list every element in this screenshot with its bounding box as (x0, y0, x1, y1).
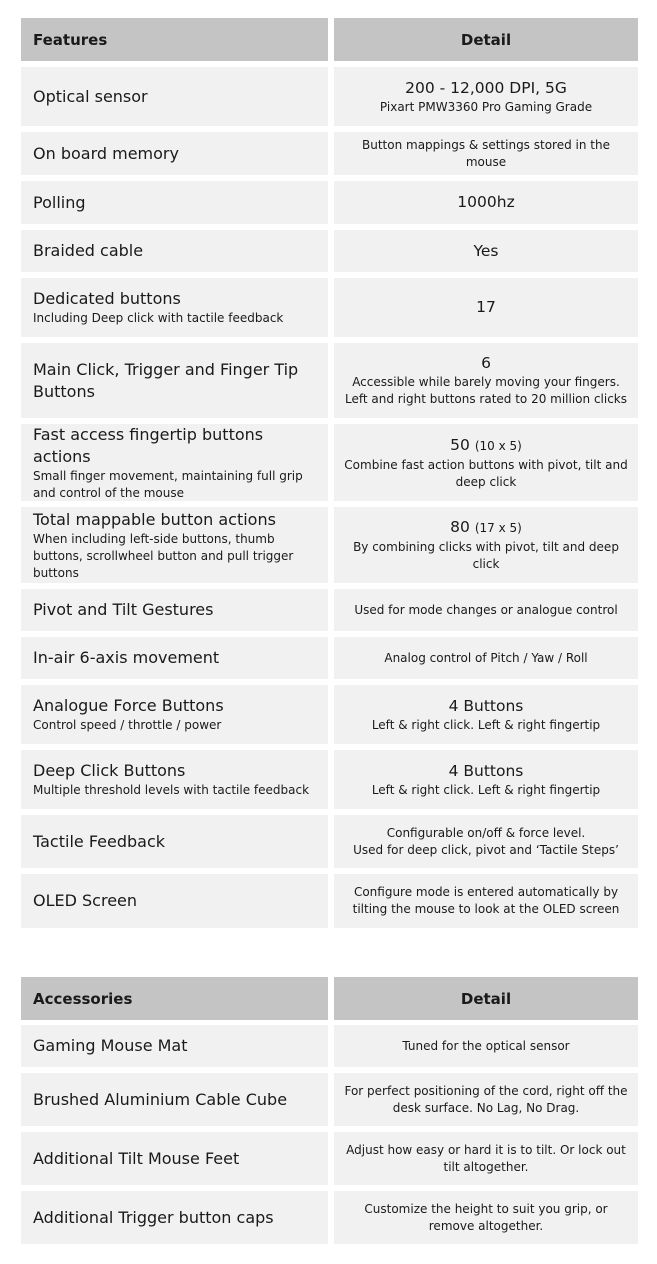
feature-row (21, 181, 638, 224)
feature-detail-cell (334, 637, 638, 679)
feature-detail-text: Used for mode changes or analogue control (354, 602, 618, 617)
feature-detail-text: Accessible while barely moving your fingers. Left and right buttons rated to 20 million clicks (344, 375, 628, 406)
feature-detail-text: Configurable on/off & force level. Used for deep click, pivot and ‘Tactile Steps’ (353, 825, 619, 857)
feature-name: Main Click, Trigger and Finger Tip Buttons (33, 359, 299, 401)
feature-name-cell (21, 637, 328, 679)
feature-subtext: Control speed / throttle / power (33, 718, 222, 732)
feature-detail-cell (334, 343, 638, 418)
feature-row (21, 278, 638, 337)
feature-name: Polling (33, 192, 86, 212)
feature-name-cell (21, 424, 328, 501)
feature-detail-cell (334, 685, 638, 744)
feature-name-cell (21, 815, 328, 868)
accessory-name-cell (21, 1025, 328, 1067)
feature-name-cell (21, 874, 328, 928)
feature-name-cell (21, 589, 328, 631)
accessory-detail-text: Adjust how easy or hard it is to tilt. Or lock out tilt altogether. (346, 1142, 626, 1174)
feature-detail-cell (334, 67, 638, 126)
feature-value-suffix: (17 x 5) (474, 521, 522, 535)
feature-value (450, 517, 522, 539)
features-header-row (21, 18, 638, 61)
feature-row (21, 67, 638, 126)
detail-header-cell: Detail (334, 977, 638, 1020)
feature-row (21, 750, 638, 809)
feature-row (21, 589, 638, 631)
accessories-header-cell: Accessories (21, 977, 328, 1020)
accessory-detail-text: Customize the height to suit you grip, or remove altogether. (364, 1201, 608, 1233)
features-header-cell: Features (21, 18, 328, 61)
accessory-row (21, 1132, 638, 1185)
feature-detail-text: Left & right click. Left & right fingertip (371, 717, 601, 732)
accessories-header-row (21, 977, 638, 1020)
accessory-row (21, 1025, 638, 1067)
feature-value (450, 435, 522, 457)
feature-detail-cell (334, 874, 638, 928)
feature-detail-text: By combining clicks with pivot, tilt and deep click (353, 540, 619, 571)
feature-row (21, 132, 638, 175)
accessory-name-cell (21, 1132, 328, 1185)
feature-subtext: Including Deep click with tactile feedback (33, 311, 284, 325)
feature-name: Dedicated buttons (33, 289, 181, 308)
feature-value (405, 78, 567, 99)
detail-header-cell: Detail (334, 18, 638, 61)
feature-value-text: 4 Buttons (448, 761, 524, 780)
feature-name: Fast access fingertip buttons actions (33, 424, 264, 466)
feature-value-text: 17 (476, 298, 496, 316)
feature-subtext: Small finger movement, maintaining full grip and control of the mouse (33, 468, 303, 500)
feature-row (21, 637, 638, 679)
accessory-name-cell (21, 1073, 328, 1126)
feature-value (481, 353, 491, 374)
feature-name: Deep Click Buttons (33, 761, 186, 780)
feature-name-cell (21, 507, 328, 583)
feature-detail-cell (334, 132, 638, 175)
feature-row (21, 685, 638, 744)
feature-name-cell (21, 230, 328, 272)
accessory-name: Gaming Mouse Mat (33, 1036, 188, 1055)
feature-detail-cell (334, 181, 638, 224)
feature-value (476, 297, 496, 318)
feature-row (21, 874, 638, 928)
feature-value-text: 80 (450, 518, 470, 536)
feature-detail-cell (334, 589, 638, 631)
feature-name-cell (21, 132, 328, 175)
feature-detail-cell (334, 507, 638, 583)
accessory-name-cell (21, 1191, 328, 1244)
feature-value-text: 6 (481, 354, 491, 372)
feature-name: Total mappable button actions (33, 509, 276, 529)
feature-name: In-air 6-axis movement (33, 648, 220, 667)
feature-row (21, 230, 638, 272)
feature-name-cell (21, 343, 328, 418)
feature-detail-cell (334, 815, 638, 868)
feature-detail-text: Left & right click. Left & right fingertip (371, 782, 601, 797)
feature-name: Analogue Force Buttons (33, 696, 224, 715)
feature-value (473, 241, 498, 262)
feature-detail-cell (334, 424, 638, 501)
feature-detail-text: Button mappings & settings stored in the mouse (362, 137, 610, 169)
accessory-detail-text: Tuned for the optical sensor (402, 1038, 570, 1053)
feature-row (21, 815, 638, 868)
feature-value-text: Yes (473, 241, 499, 260)
feature-row (21, 343, 638, 418)
feature-subtext: Multiple threshold levels with tactile feedback (33, 783, 310, 797)
feature-detail-text: Combine fast action buttons with pivot, tilt and deep click (344, 457, 628, 489)
accessory-row (21, 1073, 638, 1126)
feature-value-text: 1000hz (457, 193, 515, 211)
feature-detail-cell (334, 278, 638, 337)
feature-value-text: 200 - 12,000 DPI, 5G (405, 78, 567, 97)
feature-value (449, 696, 524, 717)
feature-name-cell (21, 181, 328, 224)
accessory-detail-cell (334, 1191, 638, 1244)
feature-row (21, 507, 638, 583)
accessory-row (21, 1191, 638, 1244)
accessory-detail-text: For perfect positioning of the cord, right off the desk surface. No Lag, No Drag. (344, 1083, 628, 1115)
feature-value (457, 192, 514, 213)
feature-name: On board memory (33, 143, 179, 163)
feature-name-cell (21, 750, 328, 809)
feature-name: Optical sensor (33, 86, 148, 106)
feature-detail-text: Configure mode is entered automatically by tilting the mouse to look at the OLED screen (352, 885, 620, 916)
accessory-name: Brushed Aluminium Cable Cube (33, 1089, 288, 1109)
feature-name-cell (21, 67, 328, 126)
feature-value-text: 50 (450, 435, 470, 454)
accessory-name: Additional Trigger button caps (33, 1207, 274, 1227)
feature-name: Pivot and Tilt Gestures (33, 600, 214, 619)
feature-detail-cell (334, 750, 638, 809)
feature-name: Braided cable (33, 241, 144, 260)
feature-detail-cell (334, 230, 638, 272)
feature-detail-text: Pixart PMW3360 Pro Gaming Grade (379, 99, 593, 114)
feature-value (449, 761, 524, 782)
accessory-detail-cell (334, 1025, 638, 1067)
feature-value-suffix: (10 x 5) (474, 438, 522, 453)
feature-name: Tactile Feedback (33, 831, 166, 851)
accessory-detail-cell (334, 1132, 638, 1185)
accessory-detail-cell (334, 1073, 638, 1126)
feature-name-cell (21, 278, 328, 337)
feature-subtext: When including left-side buttons, thumb buttons, scrollwheel button and pull trigger buttons (33, 531, 294, 580)
feature-row (21, 424, 638, 501)
feature-detail-text: Analog control of Pitch / Yaw / Roll (384, 650, 588, 665)
feature-name-cell (21, 685, 328, 744)
feature-value-text: 4 Buttons (448, 696, 524, 715)
feature-name: OLED Screen (33, 891, 138, 910)
accessory-name: Additional Tilt Mouse Feet (33, 1148, 240, 1168)
